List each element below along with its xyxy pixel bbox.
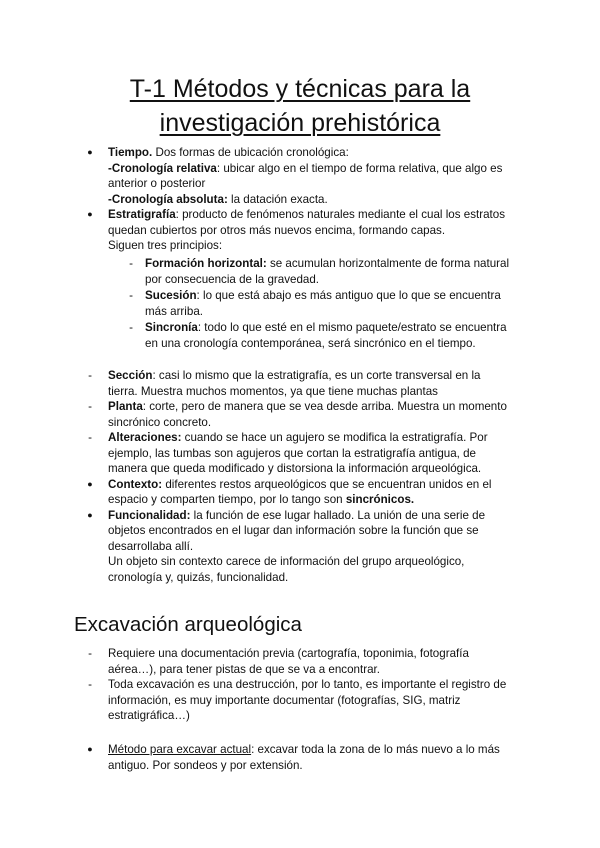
bullet-marker: ● [87,478,93,489]
dash-marker: - [88,369,92,382]
list-item-estratigrafia: ● Estratigrafía: producto de fenómenos naturales mediante el cual los estratos quedan cubiertos por otros más nuevos encima, formando capas. Siguen tres principios: [108,207,548,254]
page-title [0,72,600,140]
dash-marker: - [88,431,92,444]
list-item-tiempo: ● Tiempo. Dos formas de ubicación cronológica: -Cronología relativa: ubicar algo en el tiempo de forma relativa, que algo es anterior o posterior -Cronología absoluta: la datación exacta. [108,145,548,207]
list-item-seccion: - Sección: casi lo mismo que la estratigrafía, es un corte transversal en la tierra. Muestra muchos momentos, ya que tiene muchas plantas [108,368,558,399]
list-item-alteraciones: - Alteraciones: cuando se hace un agujero se modifica la estratigrafía. Por ejemplo, las tumbas son agujeros que cortan la estratigrafía antigua, de manera que queda modificado y distorsiona la información arqueológica. [108,430,558,477]
principles-sublist [129,256,555,351]
sublist-item-sucesion: - Sucesión: lo que está abajo es más antiguo que lo que se encuentra más arriba. [145,288,555,319]
list-item-funcionalidad: ● Funcionalidad: la función de ese lugar hallado. La unión de una serie de objetos encontrados en el lugar dan información sobre la función que se desarrollaba allí. Un objeto sin contexto carece de información del grupo arqueológico, cronología y, quizás, funcionalidad. [108,508,558,586]
term-sincronia: Sincronía [145,321,198,334]
title-line-1: T-1 Métodos y técnicas para la [129,75,471,103]
section-excavacion [88,646,558,724]
list-item-metodo: ● Método para excavar actual: excavar toda la zona de lo más nuevo a lo más antiguo. Por sondeos y por extensión. [108,742,558,773]
dash-marker: - [129,289,133,302]
dash-marker: - [129,321,133,334]
term-cronologia-absoluta: -Cronología absoluta: [108,192,228,206]
sublist-item-sincronia: - Sincronía: todo lo que esté en el mismo paquete/estrato se encuentra en una cronología contemporánea, será sincrónico en el tiempo. [145,320,555,351]
term-planta: Planta [108,400,143,413]
sublist-item-horizontal: - Formación horizontal: se acumulan horizontalmente de forma natural por consecuencia de la gravedad. [145,256,555,287]
term-alteraciones: Alteraciones: [108,431,182,444]
term-funcionalidad: Funcionalidad: [108,508,191,522]
bullet-marker: ● [87,147,93,157]
term-sucesion: Sucesión [145,289,197,302]
bullet-marker: ● [87,509,93,520]
term-contexto: Contexto: [108,477,163,491]
section-heading-excavacion: Excavación arqueológica [74,613,302,636]
term-estratigrafia: Estratigrafía [108,208,176,221]
section-metodo [87,742,558,773]
term-metodo-excavar: Método para excavar actual [108,743,252,756]
term-formacion-horizontal: Formación horizontal: [145,257,267,270]
term-seccion: Sección [108,369,153,382]
list-item-planta: - Planta: corte, pero de manera que se vea desde arriba. Muestra un momento sincrónico concreto. [108,399,558,430]
term-cronologia-relativa: -Cronología relativa [108,161,217,175]
bullet-marker: ● [87,744,93,754]
dash-marker: - [88,400,92,413]
dash-marker: - [88,678,92,691]
title-line-2: investigación prehistórica [159,109,441,137]
list-item-documentacion: - Requiere una documentación previa (cartografía, toponimia, fotografía aérea…), para tener pistas de que se va a encontrar. [108,646,558,677]
term-tiempo: Tiempo. [108,146,153,159]
section-concepts [87,368,558,585]
dash-marker: - [88,647,92,660]
list-item-contexto: ● Contexto: diferentes restos arqueológicos que se encuentran unidos en el espacio y comparten tiempo, por lo tango son sincrónicos. [108,477,558,508]
dash-marker: - [129,257,133,270]
section-principles [87,145,548,254]
list-item-destruccion: - Toda excavación es una destrucción, por lo tanto, es importante el registro de información, es muy importante documentar (fotografías, SIG, matriz estratigráfica…) [108,677,558,724]
bullet-marker: ● [87,209,93,219]
